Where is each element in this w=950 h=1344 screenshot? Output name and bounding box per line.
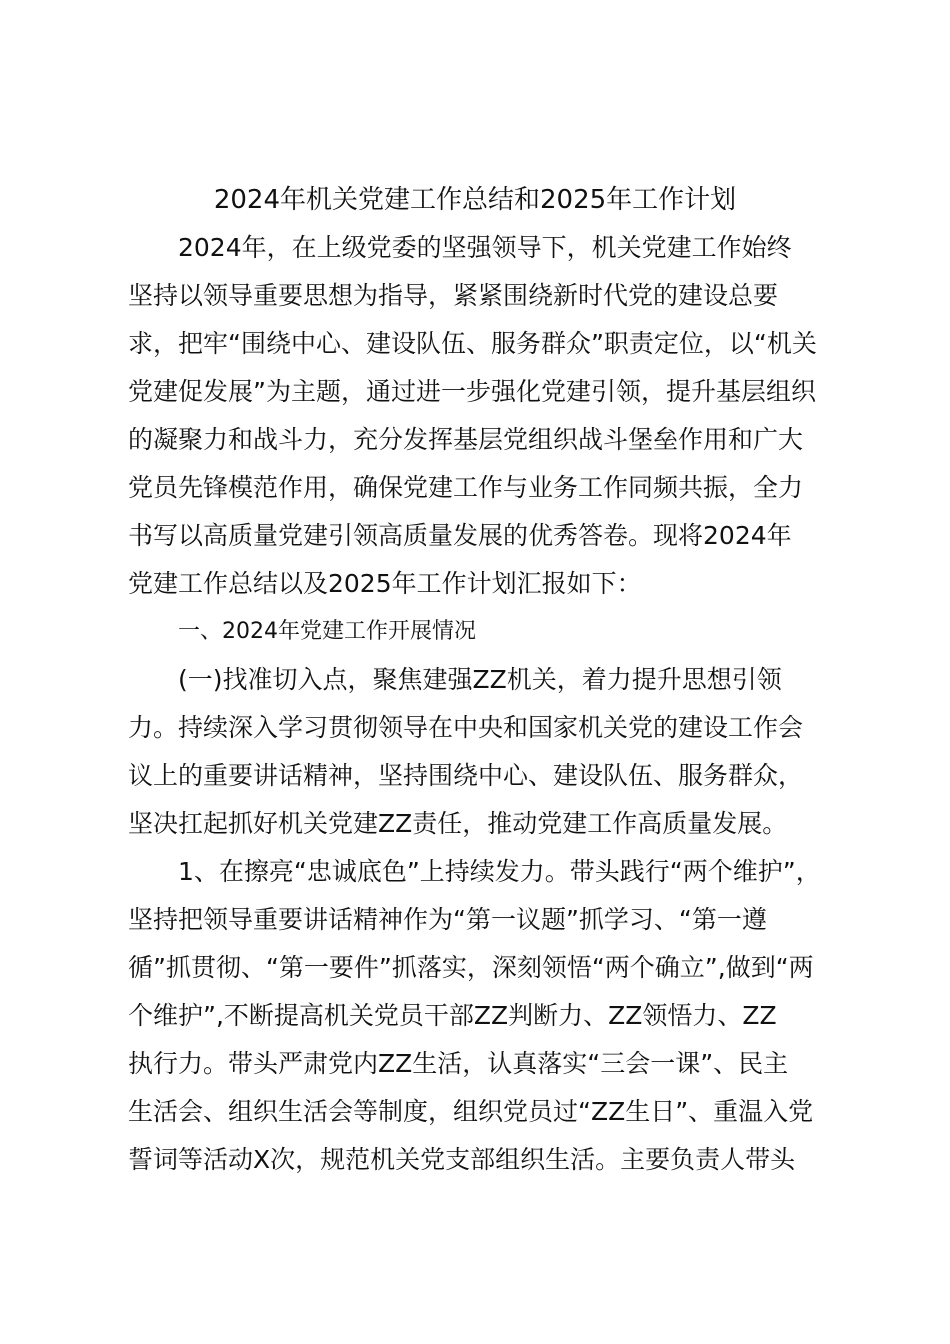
paragraph-line: 求，把牢“围绕中心、建设队伍、服务群众”职责定位，以“机关 [128,329,817,358]
paragraph-line: 党员先锋模范作用，确保党建工作与业务工作同频共振，全力 [128,473,804,502]
subsection-heading-line: (一)找准切入点，聚焦建强ZZ机关，着力提升思想引领 [178,665,782,694]
paragraph-line: 坚持以领导重要思想为指导，紧紧围绕新时代党的建设总要 [128,281,779,310]
paragraph-line: 1、在擦亮“忠诚底色”上持续发力。带头践行“两个维护”， [178,857,821,886]
paragraph-line: 坚持把领导重要讲话精神作为“第一议题”抓学习、“第一遵 [128,905,767,934]
section-heading: 一、2024年党建工作开展情况 [178,619,476,644]
paragraph-line: 坚决扛起抓好机关党建ZZ责任，推动党建工作高质量发展。 [128,809,788,838]
paragraph-line: 力。持续深入学习贯彻领导在中央和国家机关党的建设工作会 [128,713,804,742]
paragraph-line: 循”抓贯彻、“第一要件”抓落实，深刻领悟“两个确立”,做到“两 [128,953,814,982]
paragraph-line: 议上的重要讲话精神，坚持围绕中心、建设队伍、服务群众， [128,761,804,790]
paragraph-line: 个维护”,不断提高机关党员干部ZZ判断力、ZZ领悟力、ZZ [128,1001,777,1030]
paragraph-line: 的凝聚力和战斗力，充分发挥基层党组织战斗堡垒作用和广大 [128,425,804,454]
paragraph-line: 生活会、组织生活会等制度，组织党员过“ZZ生日”、重温入党 [128,1097,814,1126]
paragraph-line: 书写以高质量党建引领高质量发展的优秀答卷。现将2024年 [128,521,792,550]
paragraph-line: 党建工作总结以及2025年工作计划汇报如下： [128,569,642,598]
paragraph-line: 2024年，在上级党委的坚强领导下，机关党建工作始终 [178,233,792,262]
paragraph-line: 誓词等活动X次，规范机关党支部组织生活。主要负责人带头 [128,1145,796,1174]
paragraph-line: 执行力。带头严肃党内ZZ生活，认真落实“三会一课”、民主 [128,1049,789,1078]
paragraph-line: 党建促发展”为主题，通过进一步强化党建引领，提升基层组织 [128,377,816,406]
document-title: 2024年机关党建工作总结和2025年工作计划 [213,185,737,215]
